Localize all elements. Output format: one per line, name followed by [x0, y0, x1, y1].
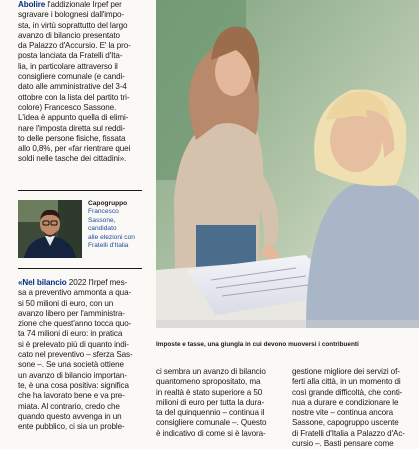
paragraph-line: dato alle amministrative del 3-4 — [18, 82, 127, 92]
paragraph-line: avanzo di bilancio presentato — [18, 30, 120, 40]
paragraph-line: to delle persone fisiche, fissata — [18, 133, 126, 143]
divider-top — [18, 190, 142, 191]
paragraph-line: miata. Al contrario, credo che — [18, 401, 120, 411]
paragraph-line: consigliere comunale –. Questo — [156, 418, 267, 428]
paragraph-line: ferti alla città, in un momento di — [292, 377, 401, 387]
paragraph-line: ci sembra un avanzo di bilancio — [156, 367, 266, 376]
paragraph-line: quantomeno spropositato, ma — [156, 377, 261, 387]
photo-caption: Imposte e tasse, una giungla in cui devono muoversi i contribuenti — [156, 341, 359, 348]
paragraph-line: te, è una cosa positiva: significa — [18, 380, 129, 390]
paragraph-line: avanzo libero per l'amministra- — [18, 308, 125, 318]
paragraph-line: zione che quest'anno tocca quo- — [18, 319, 132, 329]
paragraph-line: in realtà è stato superiore a 50 — [156, 387, 263, 397]
paragraph-line: sta, in virtù soprattutto del largo — [18, 20, 128, 30]
paragraph-line: che ha lavorato bene e va pre- — [18, 391, 125, 401]
paragraph-line: ente pubblico, ci sia un proble- — [18, 422, 125, 432]
paragraph-line: lia, in particolare attraverso il — [18, 61, 118, 71]
lead-phrase: «Nel bilancio — [18, 278, 67, 287]
portrait-caption-heading: Capogruppo — [88, 200, 128, 207]
paragraph-line: posta lanciata da Fratelli d'Ita- — [18, 51, 123, 61]
paragraph-line: nua a durare e condizionare le — [292, 397, 399, 407]
paragraph-line: Abolire l'addizionale Irpef per — [18, 0, 122, 9]
article-column-b — [18, 278, 143, 432]
paragraph-line: colore) Francesco Sassone. — [18, 102, 117, 112]
divider-bottom — [18, 268, 142, 269]
paragraph-line: si è prelevato più di quanto indi- — [18, 339, 129, 349]
paragraph-line: così grande difficoltà, che conti- — [292, 387, 403, 397]
portrait-caption-line: alle elezioni con — [88, 233, 135, 241]
paragraph-line: un avanzo di bilancio importan- — [18, 370, 127, 380]
paragraph-line: milioni di euro per tutta la dura- — [156, 397, 265, 407]
paragraph-line: ottobre con la lista del partito tri- — [18, 92, 130, 102]
paragraph-line: sgravare i bolognesi dall'impo- — [18, 10, 124, 20]
article-photo — [156, 0, 419, 328]
paragraph-line: nare l'imposta diretta sul reddi- — [18, 123, 126, 133]
portrait-thumbnail — [18, 200, 82, 258]
paragraph-line: ta del quinquennio – continua il — [156, 408, 265, 418]
paragraph-line: Sassone, capogruppo uscente — [292, 418, 399, 428]
paragraph-line: cato nel preventivo – sferza Sas- — [18, 350, 133, 360]
paragraph-line: si 50 milioni di euro, con un — [18, 298, 114, 308]
paragraph-line: ta 74 milioni di euro: in pratica — [18, 329, 123, 339]
portrait-caption — [88, 200, 148, 250]
paragraph-line: sone –. Se una società ottiene — [18, 360, 124, 370]
paragraph-line: è indicativo di come si è lavora- — [156, 428, 266, 438]
paragraph-line: consigliere comunale (e candi- — [18, 72, 125, 82]
paragraph-line: quando questo avvenga in un — [18, 411, 122, 421]
paragraph-line: allo 0,8%, per «far rientrare quei — [18, 144, 131, 154]
lead-word: Abolire — [18, 0, 46, 9]
paragraph-line: da Palazzo d'Accursio. E' la pro- — [18, 41, 131, 51]
paragraph-line: soldi nelle tasche dei cittadini». — [18, 154, 127, 164]
paragraph-line: L'idea è appunto quella di elimi- — [18, 113, 129, 123]
portrait-caption-line: Francesco — [88, 208, 119, 216]
article-column-c — [156, 367, 286, 439]
portrait-caption-line: Sassone, — [88, 216, 116, 224]
paragraph-line: «Nel bilancio 2022 l'Irpef mes- — [18, 278, 128, 287]
portrait-caption-line: Fratelli d'Italia — [88, 242, 129, 250]
paragraph-line: di Fratelli d'Italia a Palazzo d'Ac- — [292, 428, 405, 438]
paragraph-line: gestione migliore dei servizi of- — [292, 367, 400, 376]
article-column-d — [292, 367, 419, 449]
paragraph-line: sa a preventivo ammonta a qua- — [18, 288, 132, 298]
paragraph-line: cursio –. Basti pensare come — [292, 439, 394, 449]
portrait-caption-line: candidato — [88, 225, 117, 233]
paragraph-line: nostre vite – continua ancora — [292, 408, 394, 418]
article-column-a — [18, 0, 143, 165]
